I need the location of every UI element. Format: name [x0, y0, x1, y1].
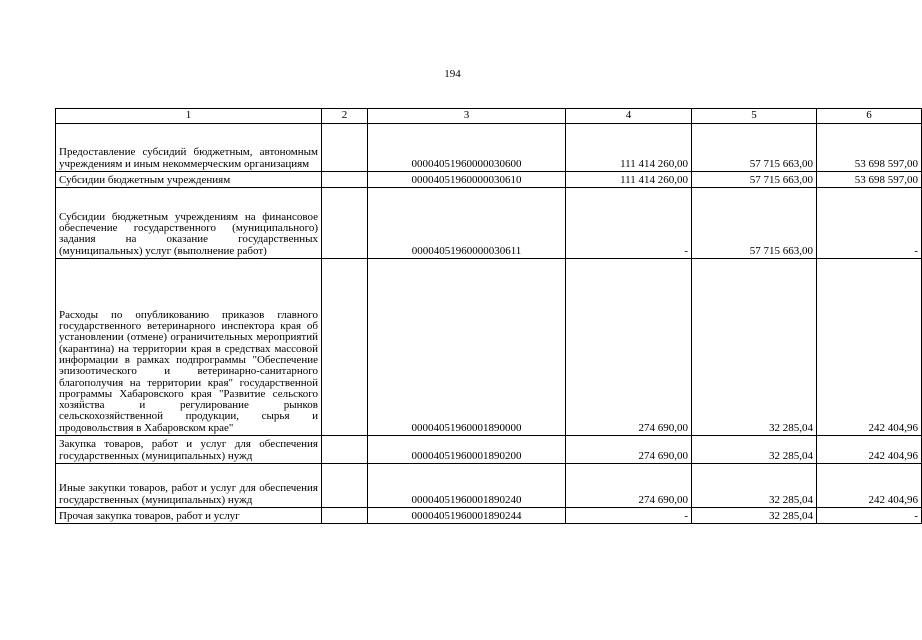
row-name: Прочая закупка товаров, работ и услуг — [56, 508, 322, 524]
page-number: 194 — [444, 68, 461, 80]
row-code: 00004051960000030600 — [368, 124, 566, 172]
table-row — [56, 188, 922, 259]
row-code: 00004051960001890240 — [368, 464, 566, 508]
row-value-4: - — [566, 508, 692, 524]
row-value-6: 242 404,96 — [817, 436, 922, 464]
table-row — [56, 464, 922, 508]
row-value-5: 32 285,04 — [692, 436, 817, 464]
row-col2 — [322, 464, 368, 508]
row-col2 — [322, 508, 368, 524]
header-col-3: 3 — [368, 109, 566, 124]
row-value-5: 32 285,04 — [692, 464, 817, 508]
row-value-4: 274 690,00 — [566, 436, 692, 464]
row-code: 00004051960001890244 — [368, 508, 566, 524]
header-col-5: 5 — [692, 109, 817, 124]
row-value-4: 111 414 260,00 — [566, 172, 692, 188]
row-col2 — [322, 124, 368, 172]
row-name: Иные закупки товаров, работ и услуг для обеспечения государственных (муниципальных) нужд — [56, 464, 322, 508]
row-value-6: 53 698 597,00 — [817, 124, 922, 172]
row-value-4: 274 690,00 — [566, 464, 692, 508]
row-col2 — [322, 188, 368, 259]
table-row — [56, 508, 922, 524]
row-value-5: 57 715 663,00 — [692, 124, 817, 172]
row-code: 00004051960001890000 — [368, 259, 566, 436]
row-value-6: 242 404,96 — [817, 464, 922, 508]
row-value-6: - — [817, 188, 922, 259]
row-code: 00004051960001890200 — [368, 436, 566, 464]
row-code: 00004051960000030611 — [368, 188, 566, 259]
row-value-6: 53 698 597,00 — [817, 172, 922, 188]
header-col-2: 2 — [322, 109, 368, 124]
table-body — [56, 124, 922, 524]
row-name: Предоставление субсидий бюджетным, автономным учреждениям и иным некоммерческим организациям — [56, 124, 322, 172]
row-value-6: - — [817, 508, 922, 524]
row-value-4: 111 414 260,00 — [566, 124, 692, 172]
row-value-5: 57 715 663,00 — [692, 188, 817, 259]
row-code: 00004051960000030610 — [368, 172, 566, 188]
header-col-4: 4 — [566, 109, 692, 124]
row-name: Субсидии бюджетным учреждениям — [56, 172, 322, 188]
row-value-4: 274 690,00 — [566, 259, 692, 436]
row-name: Закупка товаров, работ и услуг для обеспечения государственных (муниципальных) нужд — [56, 436, 322, 464]
table-header — [56, 109, 922, 124]
row-value-5: 57 715 663,00 — [692, 172, 817, 188]
row-col2 — [322, 436, 368, 464]
budget-table — [55, 108, 922, 524]
row-value-5: 32 285,04 — [692, 259, 817, 436]
row-name: Расходы по опубликованию приказов главного государственного ветеринарного инспектора края об установлении (отмене) ограничительных мероприятий (карантина) на территории края в средствах массовой информации в рамках подпрограммы "Обеспечение эпизоотического и ветеринарно-санитарного благополучия на территории края" государственной программы Хабаровского края "Развитие сельского хозяйства и регулирование рынков сельскохозяйственной продукции, сырья и продовольствия в Хабаровском крае" — [56, 259, 322, 436]
table-row — [56, 124, 922, 172]
header-col-6: 6 — [817, 109, 922, 124]
row-value-6: 242 404,96 — [817, 259, 922, 436]
row-col2 — [322, 259, 368, 436]
row-value-5: 32 285,04 — [692, 508, 817, 524]
table-row — [56, 259, 922, 436]
row-name: Субсидии бюджетным учреждениям на финансовое обеспечение государственного (муниципального) задания на оказание государственных (муниципальных) услуг (выполнение работ) — [56, 188, 322, 259]
header-col-1: 1 — [56, 109, 322, 124]
header-row — [56, 109, 922, 124]
table-row — [56, 436, 922, 464]
row-col2 — [322, 172, 368, 188]
table-row — [56, 172, 922, 188]
row-value-4: - — [566, 188, 692, 259]
